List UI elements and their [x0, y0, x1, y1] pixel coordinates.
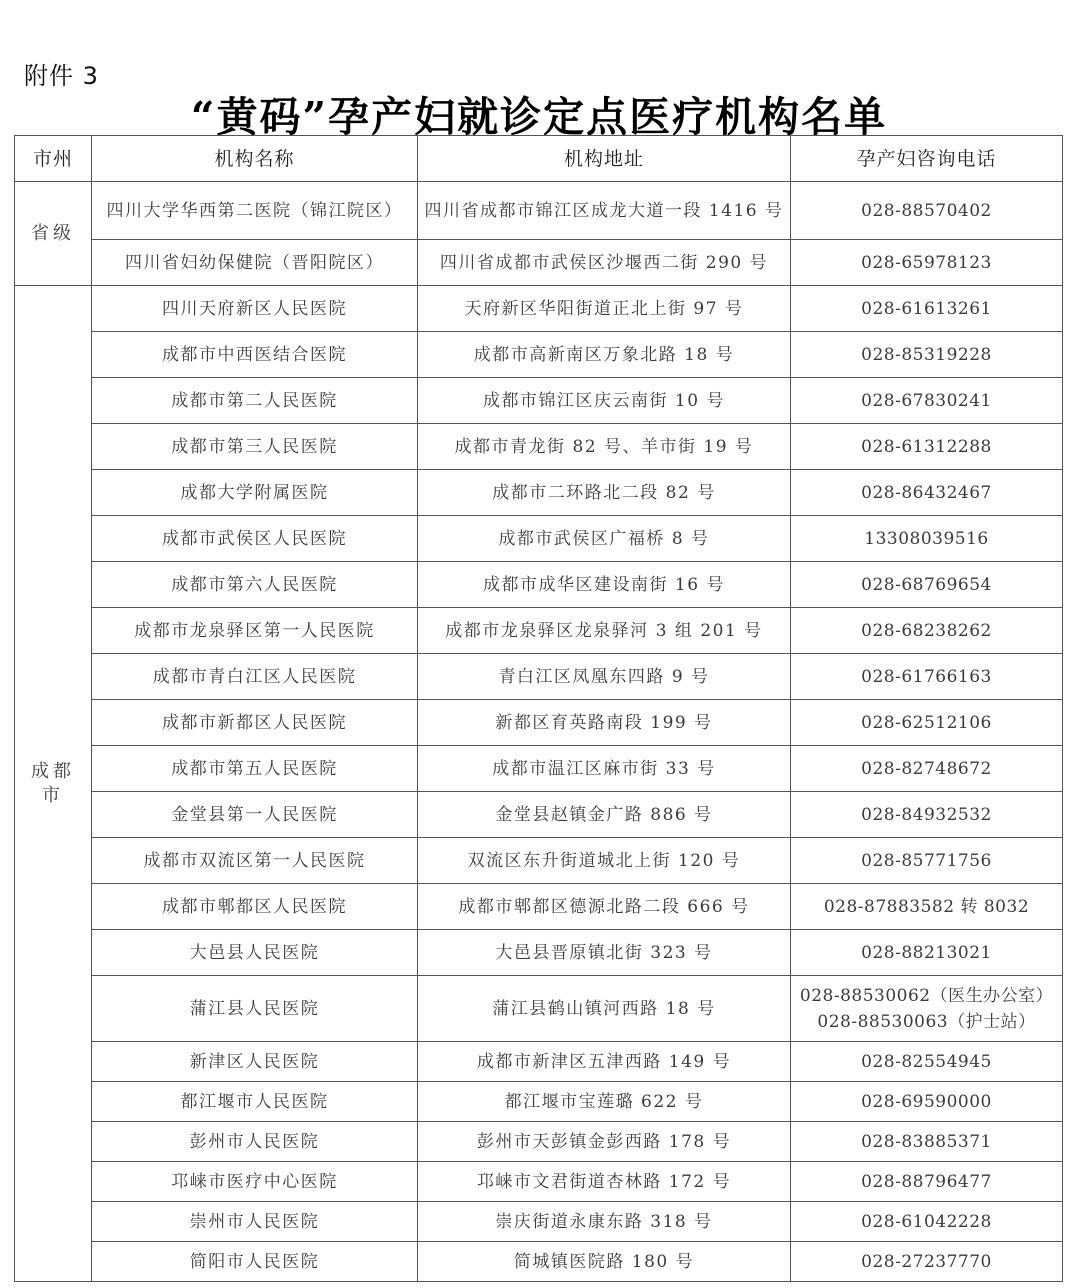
address-cell: 成都市温江区麻市街 33 号	[418, 746, 791, 792]
table-row	[15, 240, 1063, 286]
institution-name-cell: 崇州市人民医院	[92, 1202, 418, 1242]
table-row	[15, 286, 1063, 332]
institution-name-cell: 成都市第六人民医院	[92, 562, 418, 608]
city-cell: 省级	[15, 182, 92, 286]
phone-cell: 028-67830241	[791, 378, 1063, 424]
phone-cell: 028-82554945	[791, 1042, 1063, 1082]
table-row	[15, 608, 1063, 654]
institution-name-cell: 成都市双流区第一人民医院	[92, 838, 418, 884]
institution-name-cell: 成都市第二人民医院	[92, 378, 418, 424]
institution-name-cell: 成都市第三人民医院	[92, 424, 418, 470]
table-row	[15, 1242, 1063, 1282]
city-cell: 成都市	[15, 286, 92, 1282]
phone-cell: 028-27237770	[791, 1242, 1063, 1282]
phone-cell: 13308039516	[791, 516, 1063, 562]
institution-name-cell: 成都市新都区人民医院	[92, 700, 418, 746]
phone-cell: 028-61042228	[791, 1202, 1063, 1242]
attachment-label: 附件 3	[24, 62, 99, 90]
table-header-row	[15, 136, 1063, 182]
table-row	[15, 424, 1063, 470]
phone-line: 028-88530062（医生办公室）	[799, 985, 1054, 1006]
institution-name-cell: 四川天府新区人民医院	[92, 286, 418, 332]
table-row	[15, 700, 1063, 746]
phone-cell: 028-88213021	[791, 930, 1063, 976]
header-phone: 孕产妇咨询电话	[791, 136, 1063, 182]
institution-name-cell: 成都市武侯区人民医院	[92, 516, 418, 562]
phone-cell: 028-62512106	[791, 700, 1063, 746]
phone-cell: 028-69590000	[791, 1082, 1063, 1122]
phone-line: 028-88530063（护士站）	[817, 1011, 1036, 1032]
address-cell: 新都区育英路南段 199 号	[418, 700, 791, 746]
institution-name-cell: 四川大学华西第二医院（锦江院区）	[92, 182, 418, 240]
phone-cell: 028-88570402	[791, 182, 1063, 240]
address-cell: 成都市成华区建设南街 16 号	[418, 562, 791, 608]
institution-name-cell: 邛崃市医疗中心医院	[92, 1162, 418, 1202]
address-cell: 成都市青龙街 82 号、羊市街 19 号	[418, 424, 791, 470]
institution-name-cell: 蒲江县人民医院	[92, 976, 418, 1042]
table-row	[15, 838, 1063, 884]
address-cell: 成都市郫都区德源北路二段 666 号	[418, 884, 791, 930]
institution-name-cell: 简阳市人民医院	[92, 1242, 418, 1282]
address-cell: 成都市龙泉驿区龙泉驿河 3 组 201 号	[418, 608, 791, 654]
phone-cell: 028-84932532	[791, 792, 1063, 838]
address-cell: 简城镇医院路 180 号	[418, 1242, 791, 1282]
phone-cell: 028-61613261	[791, 286, 1063, 332]
table-row	[15, 182, 1063, 240]
institution-name-cell: 成都大学附属医院	[92, 470, 418, 516]
address-cell: 崇庆街道永康东路 318 号	[418, 1202, 791, 1242]
institution-name-cell: 都江堰市人民医院	[92, 1082, 418, 1122]
address-cell: 彭州市天彭镇金彭西路 178 号	[418, 1122, 791, 1162]
institution-name-cell: 成都市第五人民医院	[92, 746, 418, 792]
phone-cell: 028-88796477	[791, 1162, 1063, 1202]
table-row	[15, 470, 1063, 516]
address-cell: 双流区东升街道城北上街 120 号	[418, 838, 791, 884]
document-title: “黄码”孕产妇就诊定点医疗机构名单	[190, 93, 888, 141]
address-cell: 蒲江县鹤山镇河西路 18 号	[418, 976, 791, 1042]
header-name: 机构名称	[92, 136, 418, 182]
address-cell: 四川省成都市锦江区成龙大道一段 1416 号	[418, 182, 791, 240]
address-cell: 邛崃市文君街道杏林路 172 号	[418, 1162, 791, 1202]
address-cell: 大邑县晋原镇北街 323 号	[418, 930, 791, 976]
table-row	[15, 930, 1063, 976]
table-row	[15, 1162, 1063, 1202]
institution-name-cell: 成都市郫都区人民医院	[92, 884, 418, 930]
address-cell: 成都市二环路北二段 82 号	[418, 470, 791, 516]
table-row	[15, 1042, 1063, 1082]
address-cell: 成都市高新南区万象北路 18 号	[418, 332, 791, 378]
phone-cell: 028-85771756	[791, 838, 1063, 884]
institution-name-cell: 成都市青白江区人民医院	[92, 654, 418, 700]
table-row	[15, 1202, 1063, 1242]
hospital-table	[14, 135, 1063, 1282]
institution-name-cell: 金堂县第一人民医院	[92, 792, 418, 838]
table-row	[15, 1082, 1063, 1122]
header-city: 市州	[15, 136, 92, 182]
table-row	[15, 976, 1063, 1042]
phone-cell: 028-82748672	[791, 746, 1063, 792]
table-row	[15, 332, 1063, 378]
table-row	[15, 562, 1063, 608]
address-cell: 成都市新津区五津西路 149 号	[418, 1042, 791, 1082]
phone-cell: 028-87883582 转 8032	[791, 884, 1063, 930]
address-cell: 成都市武侯区广福桥 8 号	[418, 516, 791, 562]
table-row	[15, 516, 1063, 562]
phone-cell: 028-83885371	[791, 1122, 1063, 1162]
table-row	[15, 884, 1063, 930]
phone-cell: 028-65978123	[791, 240, 1063, 286]
phone-cell: 028-86432467	[791, 470, 1063, 516]
address-cell: 都江堰市宝莲璐 622 号	[418, 1082, 791, 1122]
table-row	[15, 792, 1063, 838]
address-cell: 青白江区凤凰东四路 9 号	[418, 654, 791, 700]
phone-cell: 028-61312288	[791, 424, 1063, 470]
address-cell: 四川省成都市武侯区沙堰西二街 290 号	[418, 240, 791, 286]
institution-name-cell: 成都市中西医结合医院	[92, 332, 418, 378]
phone-cell: 028-68238262	[791, 608, 1063, 654]
address-cell: 金堂县赵镇金广路 886 号	[418, 792, 791, 838]
institution-name-cell: 成都市龙泉驿区第一人民医院	[92, 608, 418, 654]
table-row	[15, 746, 1063, 792]
institution-name-cell: 四川省妇幼保健院（晋阳院区）	[92, 240, 418, 286]
institution-name-cell: 彭州市人民医院	[92, 1122, 418, 1162]
institution-name-cell: 新津区人民医院	[92, 1042, 418, 1082]
table-row	[15, 378, 1063, 424]
header-address: 机构地址	[418, 136, 791, 182]
table-row	[15, 1122, 1063, 1162]
address-cell: 成都市锦江区庆云南街 10 号	[418, 378, 791, 424]
phone-cell: 028-68769654	[791, 562, 1063, 608]
table-row	[15, 654, 1063, 700]
phone-cell: 028-85319228	[791, 332, 1063, 378]
address-cell: 天府新区华阳街道正北上街 97 号	[418, 286, 791, 332]
institution-name-cell: 大邑县人民医院	[92, 930, 418, 976]
phone-cell: 028-61766163	[791, 654, 1063, 700]
phone-cell	[791, 976, 1063, 1042]
